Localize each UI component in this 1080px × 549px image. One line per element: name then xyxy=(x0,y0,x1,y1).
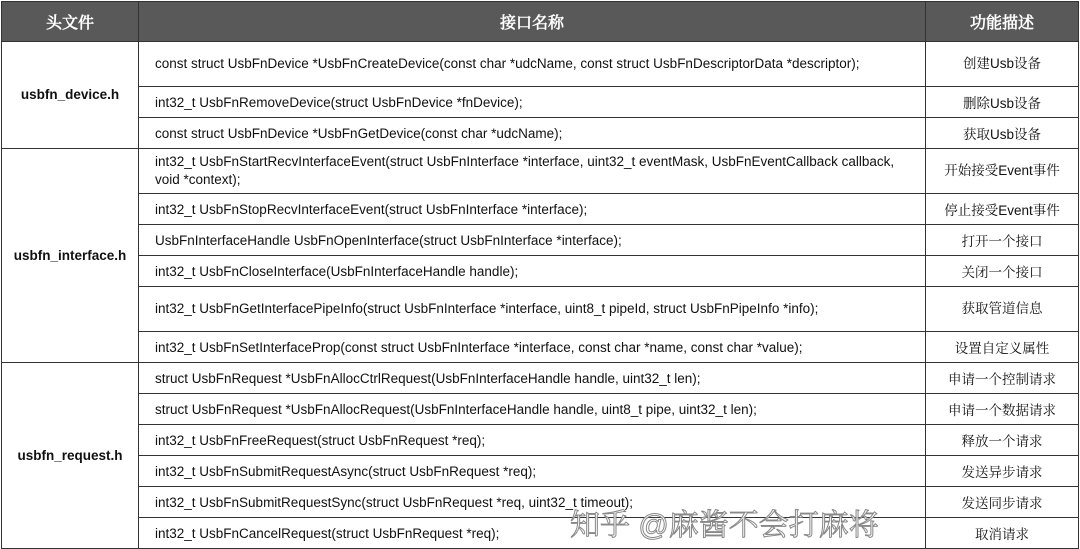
api-cell: const struct UsbFnDevice *UsbFnGetDevice(const char *udcName); xyxy=(139,118,926,149)
header-file-cell: usbfn_interface.h xyxy=(2,149,139,363)
table-row xyxy=(2,425,1079,456)
table-body xyxy=(2,42,1079,549)
table-row xyxy=(2,332,1079,363)
api-cell: const struct UsbFnDevice *UsbFnCreateDevice(const char *udcName, const struct UsbFnDescriptorData *descriptor); xyxy=(139,42,926,87)
description-cell: 申请一个数据请求 xyxy=(926,394,1079,425)
description-cell: 删除Usb设备 xyxy=(926,87,1079,118)
description-cell: 取消请求 xyxy=(926,518,1079,549)
description-cell: 设置自定义属性 xyxy=(926,332,1079,363)
api-cell: int32_t UsbFnCloseInterface(UsbFnInterfaceHandle handle); xyxy=(139,256,926,287)
header-file-cell: usbfn_device.h xyxy=(2,42,139,149)
api-cell: int32_t UsbFnRemoveDevice(struct UsbFnDevice *fnDevice); xyxy=(139,87,926,118)
description-cell: 申请一个控制请求 xyxy=(926,363,1079,394)
table-row xyxy=(2,225,1079,256)
description-cell: 获取管道信息 xyxy=(926,287,1079,332)
table-row xyxy=(2,456,1079,487)
table-row xyxy=(2,118,1079,149)
api-cell: int32_t UsbFnSetInterfaceProp(const struct UsbFnInterface *interface, const char *name, const char *value); xyxy=(139,332,926,363)
table-row xyxy=(2,287,1079,332)
api-table xyxy=(1,1,1079,549)
api-cell: int32_t UsbFnFreeRequest(struct UsbFnRequest *req); xyxy=(139,425,926,456)
description-cell: 停止接受Event事件 xyxy=(926,194,1079,225)
api-cell: UsbFnInterfaceHandle UsbFnOpenInterface(struct UsbFnInterface *interface); xyxy=(139,225,926,256)
header-file-cell: usbfn_request.h xyxy=(2,363,139,549)
description-cell: 开始接受Event事件 xyxy=(926,149,1079,194)
api-cell: int32_t UsbFnSubmitRequestAsync(struct UsbFnRequest *req); xyxy=(139,456,926,487)
table-header-row xyxy=(2,2,1079,42)
api-cell: int32_t UsbFnSubmitRequestSync(struct UsbFnRequest *req, uint32_t timeout); xyxy=(139,487,926,518)
table-row xyxy=(2,194,1079,225)
description-cell: 关闭一个接口 xyxy=(926,256,1079,287)
table-row xyxy=(2,256,1079,287)
api-cell: struct UsbFnRequest *UsbFnAllocRequest(UsbFnInterfaceHandle handle, uint8_t pipe, uint32_t len); xyxy=(139,394,926,425)
table-row xyxy=(2,42,1079,87)
table-row xyxy=(2,394,1079,425)
description-cell: 打开一个接口 xyxy=(926,225,1079,256)
api-cell: int32_t UsbFnGetInterfacePipeInfo(struct UsbFnInterface *interface, uint8_t pipeId, struct UsbFnPipeInfo *info); xyxy=(139,287,926,332)
watermark: 知乎 @麻酱不会打麻将 xyxy=(570,509,879,542)
api-cell: struct UsbFnRequest *UsbFnAllocCtrlRequest(UsbFnInterfaceHandle handle, uint32_t len); xyxy=(139,363,926,394)
description-cell: 创建Usb设备 xyxy=(926,42,1079,87)
description-cell: 释放一个请求 xyxy=(926,425,1079,456)
description-cell: 获取Usb设备 xyxy=(926,118,1079,149)
api-cell: int32_t UsbFnStartRecvInterfaceEvent(struct UsbFnInterface *interface, uint32_t eventMask, UsbFnEventCallback callback, void *context); xyxy=(139,149,926,194)
table-row xyxy=(2,149,1079,194)
column-header-api: 接口名称 xyxy=(139,2,926,42)
api-cell: int32_t UsbFnStopRecvInterfaceEvent(struct UsbFnInterface *interface); xyxy=(139,194,926,225)
description-cell: 发送同步请求 xyxy=(926,487,1079,518)
column-header-desc: 功能描述 xyxy=(926,2,1079,42)
table-row xyxy=(2,87,1079,118)
api-cell: int32_t UsbFnCancelRequest(struct UsbFnRequest *req); xyxy=(139,518,926,549)
table-row xyxy=(2,363,1079,394)
description-cell: 发送异步请求 xyxy=(926,456,1079,487)
table-row xyxy=(2,487,1079,518)
column-header-file: 头文件 xyxy=(2,2,139,42)
